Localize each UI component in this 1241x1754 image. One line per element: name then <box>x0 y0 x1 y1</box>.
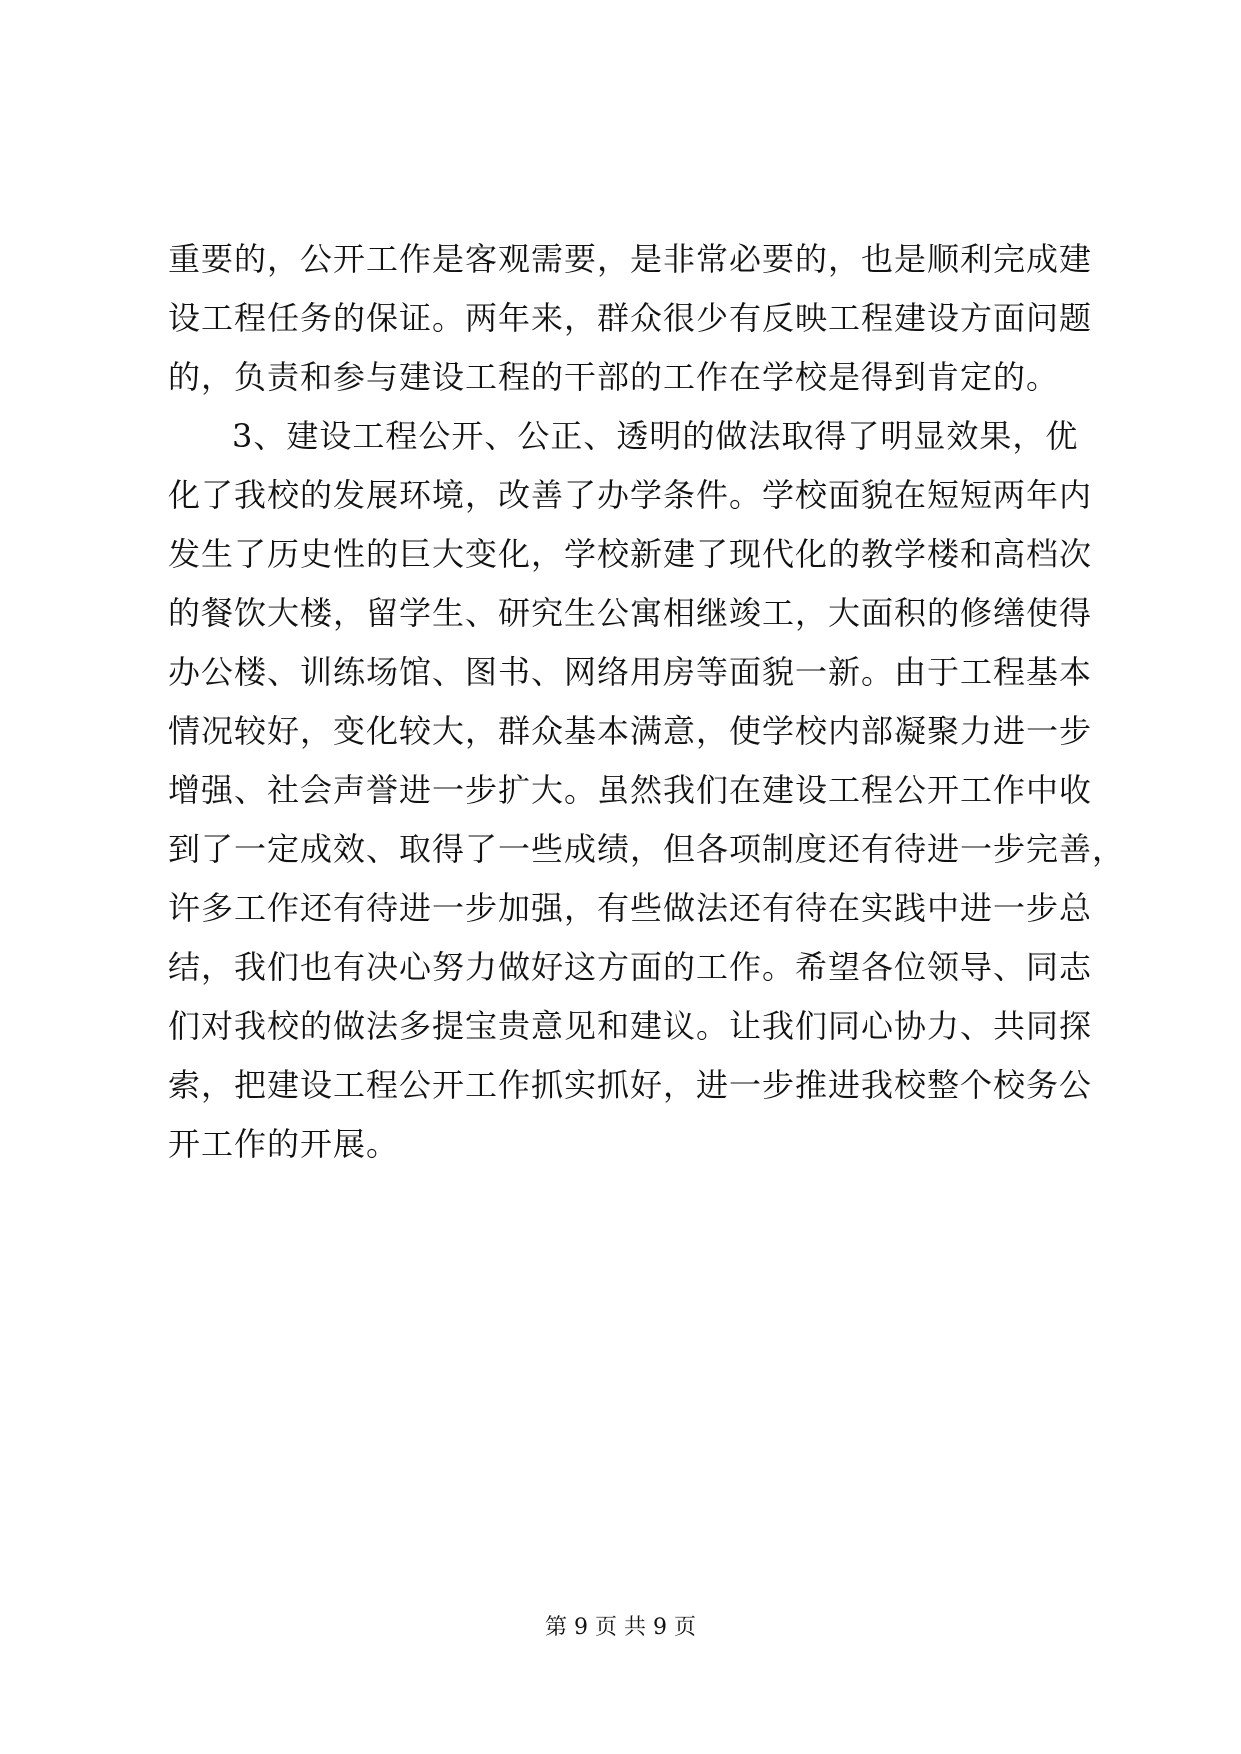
text-line-8: 办公楼、训练场馆、图书、网络用房等面貌一新。由于工程基本 <box>168 653 1093 691</box>
text-line-13: 结，我们也有决心努力做好这方面的工作。希望各位领导、同志 <box>168 948 1093 986</box>
text-line-5: 化了我校的发展环境，改善了办学条件。学校面貌在短短两年内 <box>168 476 1093 514</box>
text-line-15: 索，把建设工程公开工作抓实抓好，进一步推进我校整个校务公 <box>168 1066 1093 1104</box>
text-line-16: 开工作的开展。 <box>168 1125 400 1163</box>
text-line-1: 重要的，公开工作是客观需要，是非常必要的，也是顺利完成建 <box>168 240 1093 278</box>
paragraph-3-line-1: 3、建设工程公开、公正、透明的做法取得了明显效果，优 <box>232 417 1079 455</box>
text-line-7: 的餐饮大楼，留学生、研究生公寓相继竣工，大面积的修缮使得 <box>168 594 1093 632</box>
text-line-12: 许多工作还有待进一步加强，有些做法还有待在实践中进一步总 <box>168 889 1093 927</box>
text-line-6: 发生了历史性的巨大变化，学校新建了现代化的教学楼和高档次 <box>168 535 1093 573</box>
body-text <box>168 230 1126 1174</box>
text-line-3: 的，负责和参与建设工程的干部的工作在学校是得到肯定的。 <box>168 358 1060 396</box>
text-line-2: 设工程任务的保证。两年来，群众很少有反映工程建设方面问题 <box>168 299 1093 337</box>
page-number-footer: 第 9 页 共 9 页 <box>545 1615 696 1640</box>
text-line-11: 到了一定成效、取得了一些成绩，但各项制度还有待进一步完善， <box>168 830 1126 868</box>
text-line-10: 增强、社会声誉进一步扩大。虽然我们在建设工程公开工作中收 <box>168 771 1093 809</box>
text-line-9: 情况较好，变化较大，群众基本满意，使学校内部凝聚力进一步 <box>168 712 1093 750</box>
text-line-14: 们对我校的做法多提宝贵意见和建议。让我们同心协力、共同探 <box>168 1007 1093 1045</box>
